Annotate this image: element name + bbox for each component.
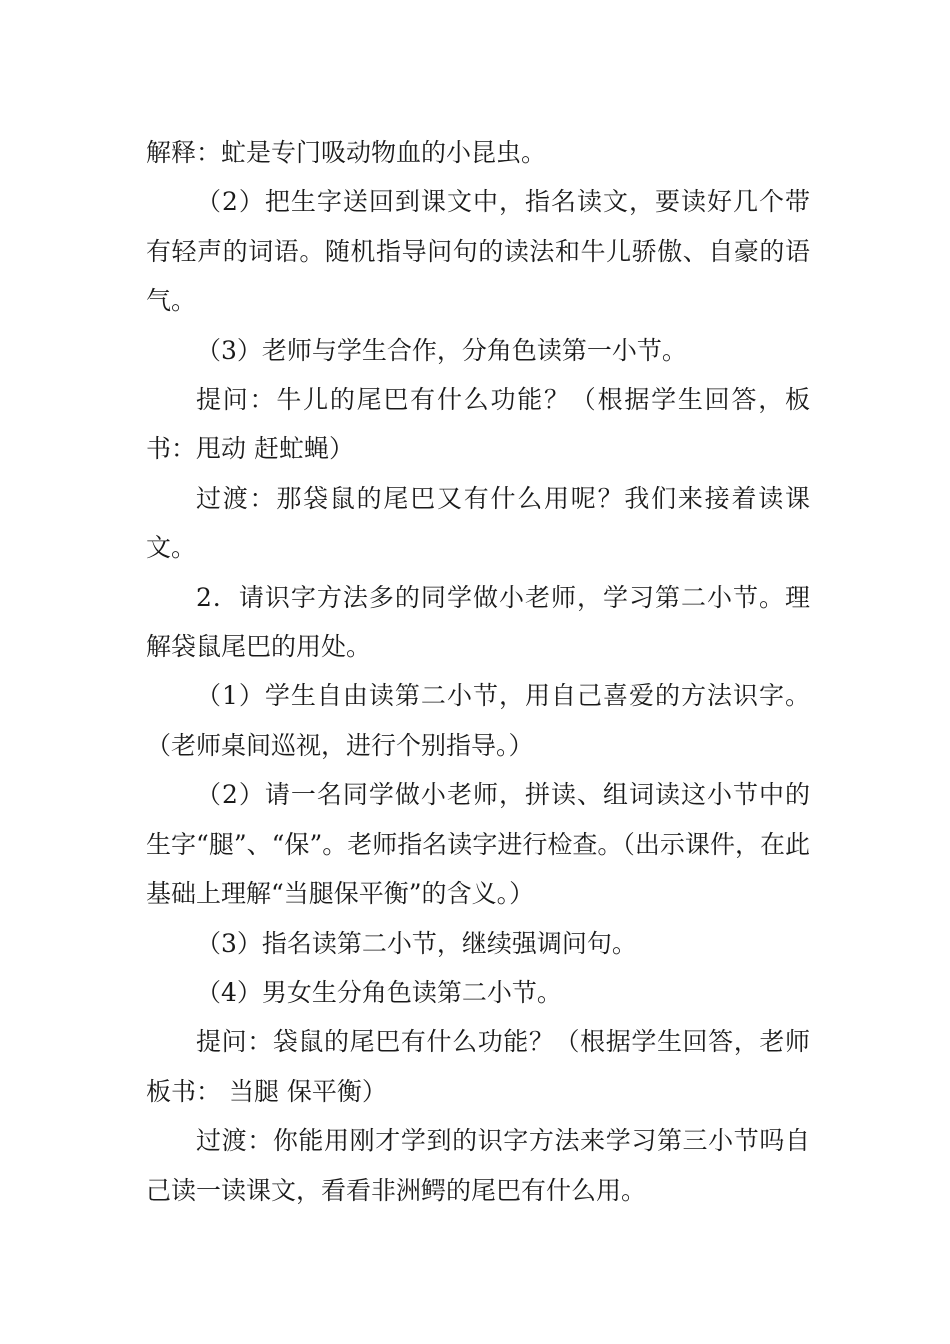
paragraph-section-2-sub-2: （2）请一名同学做小老师，拼读、组词读这小节中的生字“腿”、“保”。老师指名读字进行检查。（出示课件，在此基础上理解“当腿保平衡”的含义。） [146,780,810,909]
paragraph-step-2-sub-3: （3）老师与学生合作，分角色读第一小节。 [196,335,687,365]
paragraph-question-kangaroo-tail: 提问：袋鼠的尾巴有什么功能？（根据学生回答，老师板书： 当腿 保平衡） [146,1027,810,1106]
paragraph-section-2-sub-4: （4）男女生分角色读第二小节。 [196,977,562,1007]
paragraph-section-2: 2．请识字方法多的同学做小老师，学习第二小节。理解袋鼠尾巴的用处。 [146,582,810,662]
paragraph-section-2-sub-3: （3）指名读第二小节，继续强调问句。 [196,928,637,958]
paragraph-transition-crocodile: 过渡：你能用刚才学到的识字方法来学习第三小节吗自己读一读课文，看看非洲鳄的尾巴有什么用。 [146,1126,810,1205]
paragraph-section-2-sub-1: （1）学生自由读第二小节，用自己喜爱的方法识字。（老师桌间巡视，进行个别指导。） [146,681,810,760]
paragraph-step-2-sub-2: （2）把生字送回到课文中，指名读文，要读好几个带有轻声的词语。随机指导问句的读法和牛儿骄傲、自豪的语气。 [146,187,810,316]
paragraph-question-cow-tail: 提问：牛儿的尾巴有什么功能？（根据学生回答，板书：甩动 赶虻蝇） [146,385,810,464]
paragraph-transition-kangaroo: 过渡：那袋鼠的尾巴又有什么用呢？我们来接着读课文。 [146,483,810,563]
paragraph-explanation: 解释：虻是专门吸动物血的小昆虫。 [146,138,547,167]
document-body [146,128,810,1215]
